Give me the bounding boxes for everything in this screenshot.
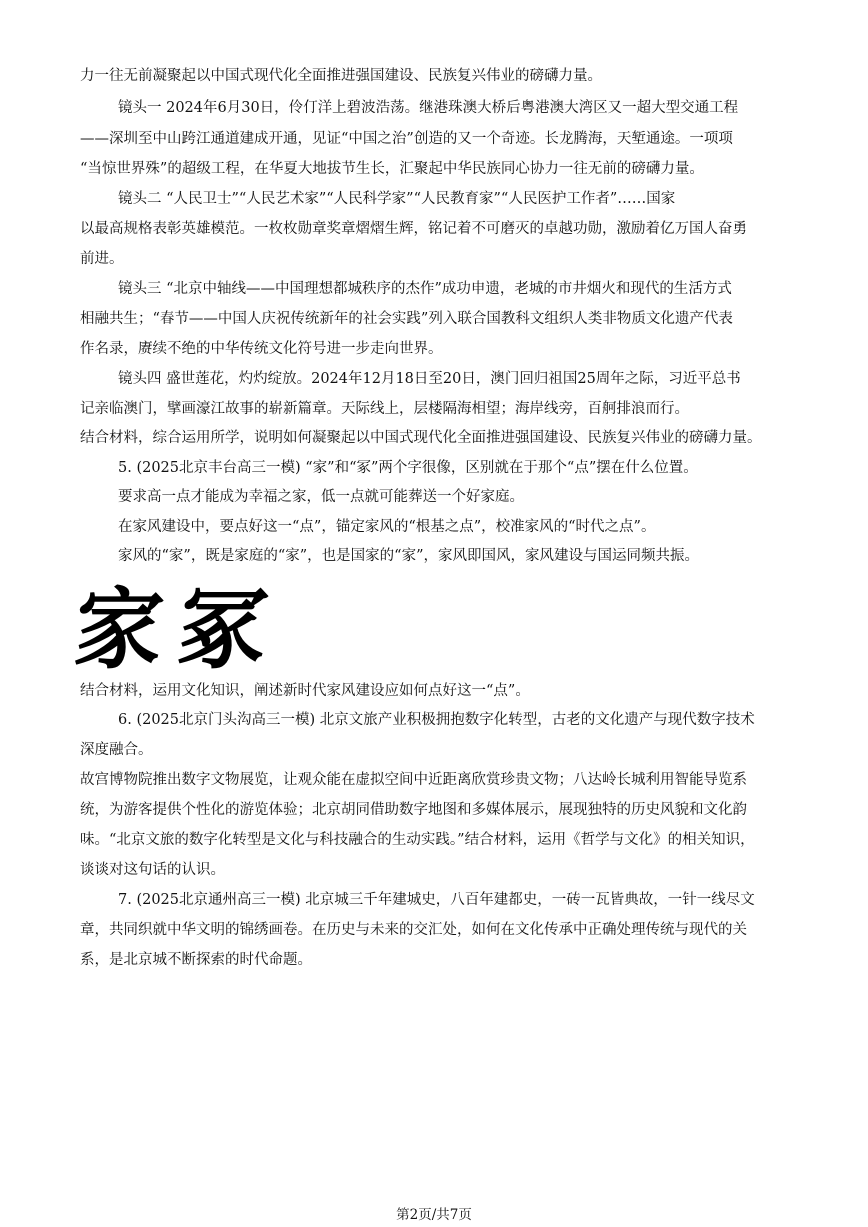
paragraph-line: 力一往无前凝聚起以中国式现代化全面推进强国建设、民族复兴伟业的磅礴力量。 (80, 68, 602, 84)
paragraph-line: 故宫博物院推出数字文物展览，让观众能在虚拟空间中近距离欣赏珍贵文物；八达岭长城利用智能导览系 (80, 772, 747, 788)
paragraph-line: 作名录，赓续不绝的中华传统文化符号进一步走向世界。 (80, 341, 443, 357)
paragraph-line: 要求高一点才能成为幸福之家，低一点就可能葬送一个好家庭。 (118, 489, 524, 505)
paragraph-line: 镜头一 2024年6月30日，伶仃洋上碧波浩荡。继港珠澳大桥后粤港澳大湾区又一超大型交通工程 (118, 100, 739, 116)
paragraph-line: 家风的“家”，既是家庭的“家”，也是国家的“家”，家风即国风，家风建设与国运同频共振。 (118, 548, 699, 564)
calligraphy-image (69, 577, 280, 681)
paragraph-line: 章，共同织就中华文明的锦绣画卷。在历史与未来的交汇处，如何在文化传承中正确处理传统与现代的关 (80, 922, 747, 938)
page-number: 第2页/共7页 (396, 1207, 472, 1223)
question-6-heading: 6. (2025北京门头沟高三一模) 北京文旅产业积极拥抱数字化转型，古老的文化遗产与现代数字技术 (118, 712, 755, 728)
question-prompt: 结合材料，综合运用所学，说明如何凝聚起以中国式现代化全面推进强国建设、民族复兴伟业的磅礴力量。 (80, 430, 762, 446)
paragraph-line: 在家风建设中，要点好这一“点”，锚定家风的“根基之点”，校准家风的“时代之点”。 (118, 519, 656, 535)
paragraph-line: 统，为游客提供个性化的游览体验；北京胡同借助数字地图和多媒体展示，展现独特的历史风貌和文化韵 (80, 802, 747, 818)
paragraph-line: 味。“北京文旅的数字化转型是文化与科技融合的生动实践。”结合材料，运用《哲学与文化》的相关知识， (80, 832, 755, 848)
paragraph-line: 系，是北京城不断探索的时代命题。 (80, 952, 312, 968)
question-7-heading: 7. (2025北京通州高三一模) 北京城三千年建城史，八百年建都史，一砖一瓦皆典故，一针一线尽文 (118, 892, 755, 908)
paragraph-line: 前进。 (80, 251, 124, 267)
question-prompt: 结合材料，运用文化知识，阐述新时代家风建设应如何点好这一“点”。 (80, 683, 530, 699)
paragraph-line: 深度融合。 (80, 742, 153, 758)
calligraphy-char-zhong: 冢 (173, 577, 273, 681)
paragraph-line: 镜头三 “北京中轴线——中国理想都城秩序的杰作”成功申遗，老城的市井烟火和现代的生活方式 (118, 281, 732, 297)
paragraph-line: 镜头二 “人民卫士”“人民艺术家”“人民科学家”“人民教育家”“人民医护工作者”……国家 (118, 191, 676, 207)
paragraph-line: 记亲临澳门，擘画濠江故事的崭新篇章。天际线上，层楼隔海相望；海岸线旁，百舸排浪而行。 (80, 401, 689, 417)
paragraph-line: ——深圳至中山跨江通道建成开通，见证“中国之治”创造的又一个奇迹。长龙腾海，天堑通途。一项项 (80, 131, 733, 147)
paragraph-line: 镜头四 盛世莲花，灼灼绽放。2024年12月18日至20日，澳门回归祖国25周年之际，习近平总书 (118, 371, 741, 387)
paragraph-line: 谈谈对这句话的认识。 (80, 862, 225, 878)
calligraphy-char-jia: 家 (69, 577, 169, 681)
paragraph-line: 相融共生；“春节——中国人庆祝传统新年的社会实践”列入联合国教科文组织人类非物质文化遗产代表 (80, 311, 733, 327)
question-5-heading: 5. (2025北京丰台高三一模) “家”和“冢”两个字很像，区别就在于那个“点”摆在什么位置。 (118, 460, 698, 476)
paragraph-line: 以最高规格表彰英雄模范。一枚枚勋章奖章熠熠生辉，铭记着不可磨灭的卓越功勋，激励着亿万国人奋勇 (80, 221, 747, 237)
paragraph-line: “当惊世界殊”的超级工程，在华夏大地拔节生长，汇聚起中华民族同心协力一往无前的磅礴力量。 (80, 161, 704, 177)
